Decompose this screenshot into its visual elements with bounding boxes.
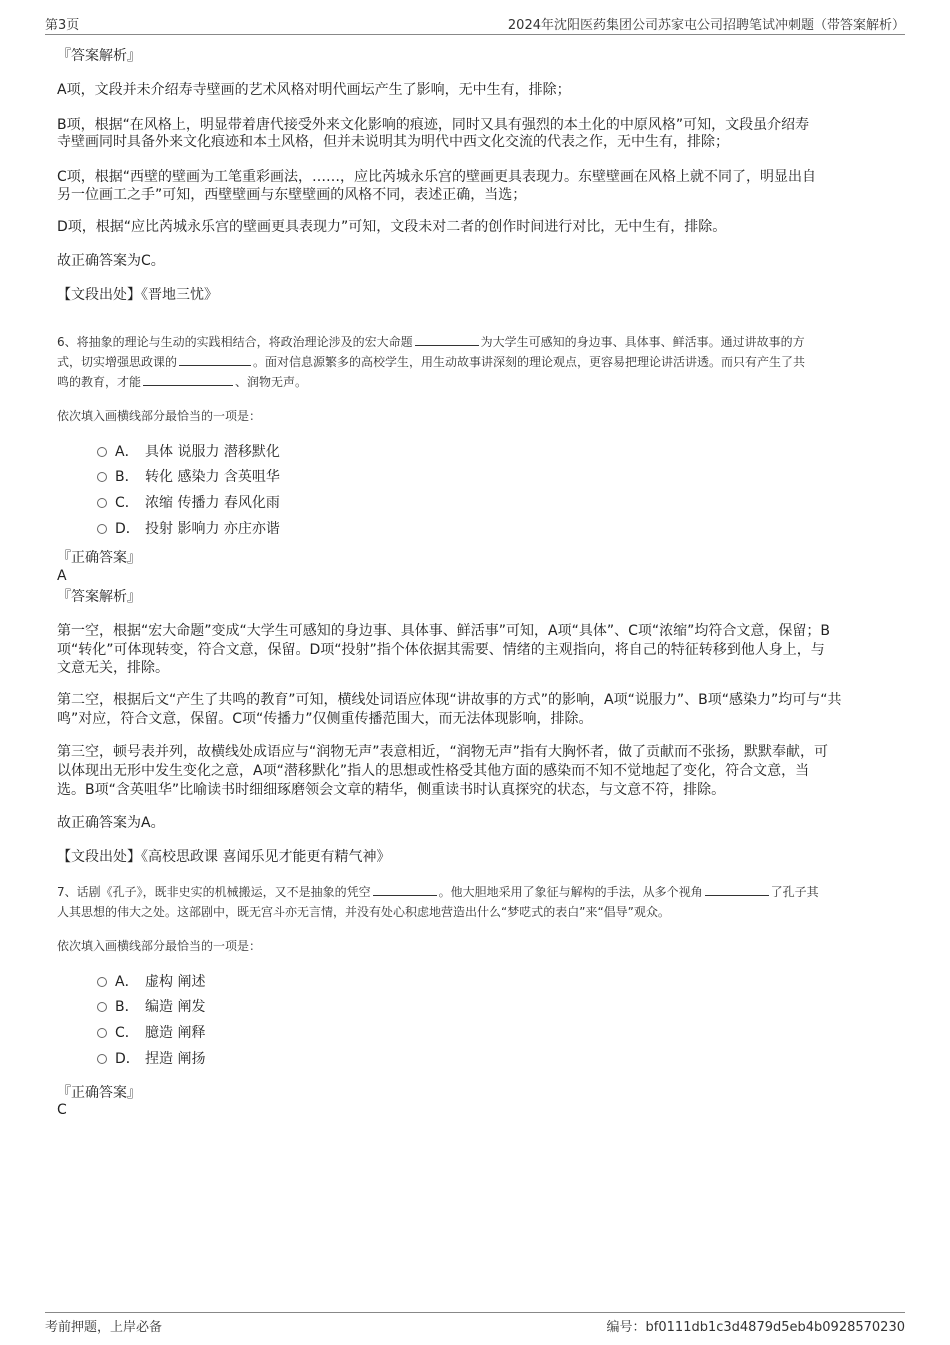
analysis-p3-line1: 第三空，顿号表并列，故横线处成语应与“润物无声”表意相近，“润物无声”指有大胸怀者，做了贡献而不张扬，默默奉献，可	[57, 744, 829, 760]
document-id: 编号：bf0111db1c3d4879d5eb4b0928570230	[606, 1320, 905, 1335]
question-6-line3: 鸣的教育，才能 、润物无声。	[57, 375, 308, 389]
answer-heading: 『正确答案』	[57, 1085, 141, 1101]
question-6-prompt: 依次填入画横线部分最恰当的一项是：	[57, 409, 262, 423]
analysis-c-line2: 另一位画工之手”可知，西壁壁画与东壁壁画的风格不同，表述正确，当选；	[57, 187, 527, 203]
answer-value: A	[57, 568, 67, 584]
q7-option-c[interactable]: C． 臆造 阐释	[97, 1023, 205, 1043]
question-7-line2: 人其思想的伟大之处。这部剧中，既无宫斗亦无言情，并没有处心积虑地营造出什么“梦呓式的表白”来“倡导”观众。	[57, 905, 670, 919]
question-7-prompt: 依次填入画横线部分最恰当的一项是：	[57, 939, 262, 953]
analysis-p1-line3: 文意无关，排除。	[57, 660, 169, 676]
conclusion: 故正确答案为C。	[57, 253, 165, 269]
footer-slogan: 考前押题，上岸必备	[45, 1320, 163, 1335]
answer-heading: 『正确答案』	[57, 550, 141, 566]
page-number: 第3页	[45, 18, 80, 33]
q6-option-b[interactable]: B． 转化 感染力 含英咀华	[97, 467, 280, 487]
document-title: 2024年沈阳医药集团公司苏家屯公司招聘笔试冲刺题（带答案解析）	[507, 18, 905, 33]
radio-button[interactable]	[97, 1028, 107, 1038]
analysis-b-line1: B项，根据“在风格上，明显带着唐代接受外来文化影响的痕迹，同时又具有强烈的本土化的中原风格”可知，文段虽介绍寿	[57, 117, 810, 133]
conclusion: 故正确答案为A。	[57, 815, 165, 831]
source-citation: 【文段出处】《高校思政课 喜闻乐见才能更有精气神》	[57, 849, 391, 865]
page-footer	[45, 1312, 905, 1335]
page-header	[45, 14, 905, 35]
radio-button[interactable]	[97, 524, 107, 534]
blank-2	[179, 353, 251, 366]
q7-option-a[interactable]: A． 虚构 阐述	[97, 972, 205, 992]
analysis-p1-line2: 项“转化”可体现转变，符合文意，保留。D项“投射”指个体依据其需要、情绪的主观指向，将自己的特征转移到他人身上，与	[57, 642, 825, 658]
q6-option-d[interactable]: D． 投射 影响力 亦庄亦谐	[97, 519, 280, 539]
analysis-p3-line2: 以体现出无形中发生变化之意，A项“潜移默化”指人的思想或性格受其他方面的感染而不知不觉地起了变化，符合文意，当	[57, 763, 810, 779]
source-citation: 【文段出处】《晋地三忧》	[57, 287, 218, 303]
radio-button[interactable]	[97, 977, 107, 987]
question-7-line1: 7、话剧《孔子》，既非史实的机械搬运，又不是抽象的凭空 。他大胆地采用了象征与解构的手法，从多个视角 了孔子其	[57, 885, 819, 899]
analysis-b-line2: 寺壁画同时具备外来文化痕迹和本土风格，但并未说明其为明代中西文化交流的代表之作，无中生有，排除；	[57, 134, 729, 150]
blank-1	[415, 333, 479, 346]
analysis-d: D项，根据“应比芮城永乐宫的壁画更具表现力”可知，文段未对二者的创作时间进行对比，无中生有，排除。	[57, 219, 727, 235]
answer-value: C	[57, 1102, 67, 1118]
analysis-heading: 『答案解析』	[57, 589, 141, 605]
analysis-p2-line1: 第二空，根据后文“产生了共鸣的教育”可知，横线处词语应体现“讲故事的方式”的影响，A项“说服力”、B项“感染力”均可与“共	[57, 692, 842, 708]
analysis-a: A项，文段并未介绍寿寺壁画的艺术风格对明代画坛产生了影响，无中生有，排除；	[57, 82, 571, 98]
analysis-p3-line3: 选。B项“含英咀华”比喻读书时细细琢磨领会文章的精华，侧重读书时认真探究的状态，与文意不符，排除。	[57, 782, 726, 798]
radio-button[interactable]	[97, 447, 107, 457]
analysis-p2-line2: 鸣”对应，符合文意，保留。C项“传播力”仅侧重传播范围大，而无法体现影响，排除。	[57, 711, 593, 727]
analysis-c-line1: C项，根据“西壁的壁画为工笔重彩画法，……，应比芮城永乐宫的壁画更具表现力。东壁壁画在风格上就不同了，明显出自	[57, 169, 817, 185]
blank-2	[705, 883, 769, 896]
question-6-line2: 式，切实增强思政课的 。面对信息源繁多的高校学生，用生动故事讲深刻的理论观点，更容易把理论讲活讲透。而只有产生了共	[57, 355, 806, 369]
radio-button[interactable]	[97, 498, 107, 508]
blank-1	[373, 883, 437, 896]
analysis-heading: 『答案解析』	[57, 48, 141, 64]
q6-option-c[interactable]: C． 浓缩 传播力 春风化雨	[97, 493, 280, 513]
radio-button[interactable]	[97, 472, 107, 482]
q6-option-a[interactable]: A． 具体 说服力 潜移默化	[97, 442, 280, 462]
blank-3	[143, 373, 233, 386]
q7-option-b[interactable]: B． 编造 阐发	[97, 997, 205, 1017]
radio-button[interactable]	[97, 1054, 107, 1064]
question-6-line1: 6、将抽象的理论与生动的实践相结合，将政治理论涉及的宏大命题 为大学生可感知的身边事、具体事、鲜活事。通过讲故事的方	[57, 335, 805, 349]
q7-option-d[interactable]: D． 捏造 阐扬	[97, 1049, 205, 1069]
analysis-p1-line1: 第一空，根据“宏大命题”变成“大学生可感知的身边事、具体事、鲜活事”可知，A项“具体”、C项“浓缩”均符合文意，保留；B	[57, 623, 830, 639]
radio-button[interactable]	[97, 1002, 107, 1012]
